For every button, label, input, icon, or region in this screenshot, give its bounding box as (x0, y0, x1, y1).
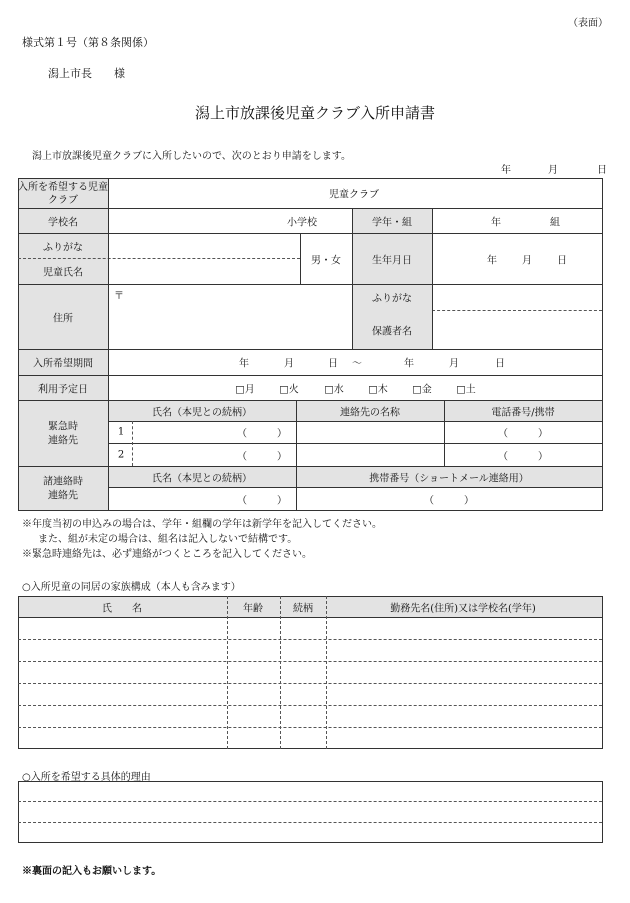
note-1: ※年度当初の申込みの場合は、学年・組欄の学年は新学年を記入してください。 (22, 519, 382, 530)
emergency-2-relation: （ ） (237, 451, 287, 463)
club-label: 入所を希望する児童クラブ (18, 182, 108, 206)
emergency-col-place: 連絡先の名称 (340, 407, 400, 419)
furigana-label: ふりがな (43, 242, 83, 254)
note-2: また、組が未定の場合は、組名は記入しないで結構です。 (38, 534, 298, 545)
postal-mark: 〒 (114, 291, 124, 302)
birth-day: 日 (557, 255, 567, 267)
period-end-year: 年 (404, 358, 414, 370)
contact-col-mobile: 携帯番号（ショートメール連絡用） (369, 473, 529, 485)
emergency-2-phone: （ ） (498, 451, 548, 463)
child-name-label: 児童氏名 (43, 267, 83, 279)
family-heading: ○入所児童の同居の家族構成（本人も含みます） (22, 582, 241, 593)
family-col-relation: 続柄 (293, 603, 313, 615)
period-start-day: 日 (328, 358, 338, 370)
form-number: 様式第１号（第８条関係） (22, 36, 154, 49)
grade-year: 年 (491, 217, 501, 229)
side-label: （表面） (568, 18, 608, 29)
reason-heading: ○入所を希望する具体的理由 (22, 772, 151, 783)
period-label: 入所希望期間 (33, 358, 93, 370)
day-checkbox-mon[interactable]: □月 (235, 384, 255, 396)
page-title: 潟上市放課後児童クラブ入所申請書 (194, 104, 435, 122)
row-number-2: 2 (117, 449, 125, 461)
emergency-1-phone: （ ） (498, 428, 548, 440)
family-col-age: 年齢 (243, 603, 263, 615)
address-label: 住所 (53, 313, 73, 325)
back-page-note: ※裏面の記入もお願いします。 (22, 866, 162, 877)
day-checkbox-fri[interactable]: □金 (412, 384, 432, 396)
contact-label-1: 諸連絡時 (43, 476, 83, 488)
contact-col-name: 氏名（本児との続柄） (152, 473, 252, 485)
guardian-label: 保護者名 (372, 326, 412, 338)
contact-relation: （ ） (237, 495, 287, 507)
date-year: 年 (501, 165, 511, 176)
family-col-name: 氏 名 (102, 603, 142, 615)
date-day: 日 (597, 165, 607, 176)
school-label: 学校名 (48, 217, 78, 229)
birth-year: 年 (487, 255, 497, 267)
family-col-work: 勤務先名(住所)又は学校名(学年) (390, 603, 536, 615)
addressee: 潟上市長 様 (48, 67, 125, 80)
period-start-month: 月 (284, 358, 294, 370)
birth-month: 月 (522, 255, 532, 267)
grade-label: 学年・組 (372, 217, 412, 229)
period-start-year: 年 (239, 358, 249, 370)
emergency-label-2: 連絡先 (48, 435, 78, 447)
row-number-1: 1 (117, 426, 125, 438)
grade-class: 組 (550, 217, 560, 229)
intro-text: 潟上市放課後児童クラブに入所したいので、次のとおり申請をします。 (32, 151, 351, 162)
period-end-day: 日 (495, 358, 505, 370)
emergency-col-name: 氏名（本児との続柄） (152, 407, 252, 419)
day-checkbox-tue[interactable]: □火 (279, 384, 299, 396)
emergency-col-phone: 電話番号/携帯 (491, 407, 555, 419)
note-3: ※緊急時連絡先は、必ず連絡がつくところを記入してください。 (22, 549, 312, 560)
period-tilde: ～ (352, 358, 362, 370)
emergency-label-1: 緊急時 (48, 421, 78, 433)
club-suffix: 児童クラブ (329, 189, 379, 201)
guardian-furigana-label: ふりがな (372, 293, 412, 305)
days-label: 利用予定日 (38, 384, 88, 396)
day-checkbox-wed[interactable]: □水 (324, 384, 344, 396)
gender-choice: 男・女 (311, 255, 341, 267)
date-month: 月 (548, 165, 558, 176)
birthdate-label: 生年月日 (372, 255, 412, 267)
emergency-1-relation: （ ） (237, 428, 287, 440)
contact-mobile: （ ） (424, 495, 474, 507)
school-suffix: 小学校 (287, 217, 317, 229)
contact-label-2: 連絡先 (48, 490, 78, 502)
period-end-month: 月 (449, 358, 459, 370)
day-checkbox-thu[interactable]: □木 (368, 384, 388, 396)
day-checkbox-sat[interactable]: □土 (456, 384, 476, 396)
